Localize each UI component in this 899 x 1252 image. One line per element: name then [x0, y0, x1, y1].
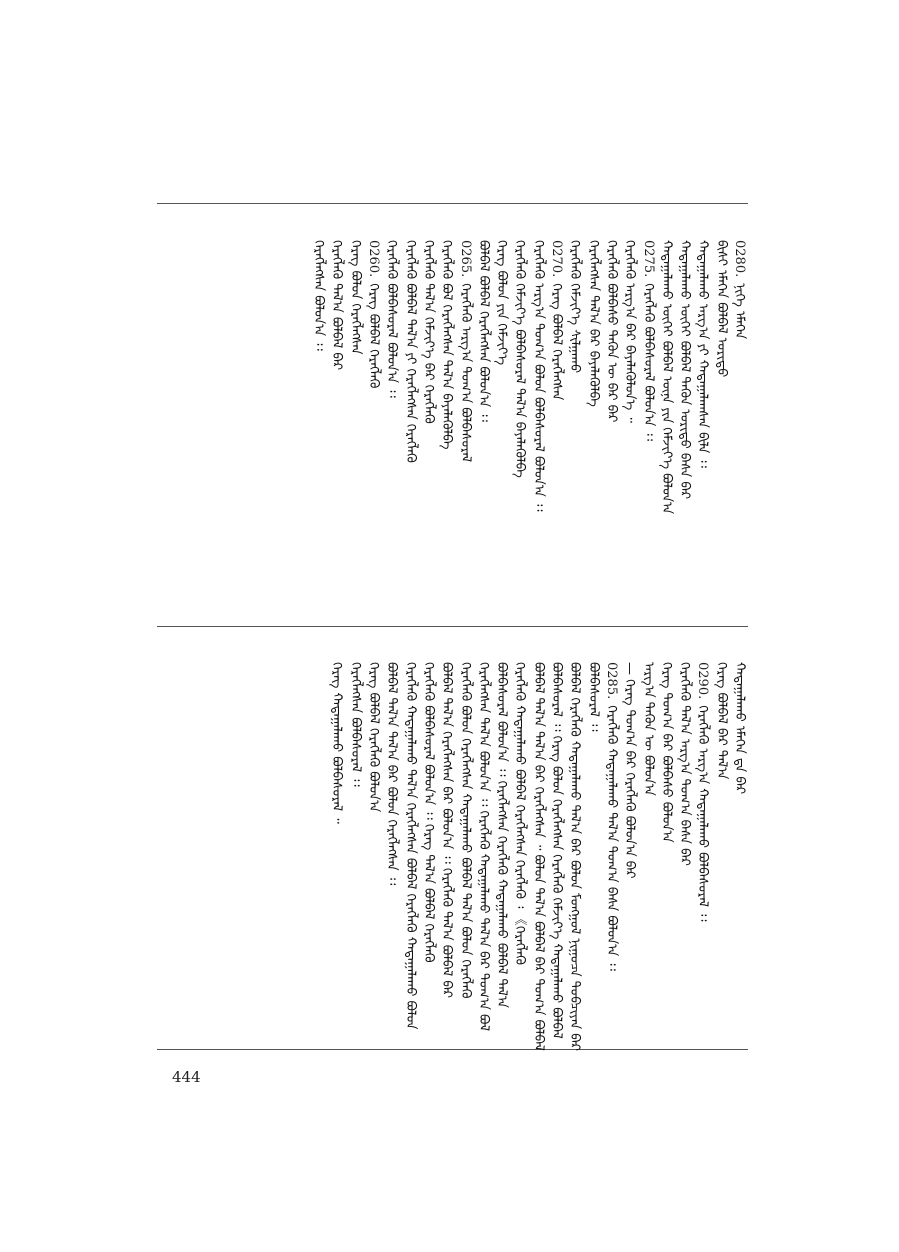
text-column — [475, 240, 492, 422]
line-text: ᠬᠡᠷᠡᠭᠯᠡᠬᠦ ᠪᠣᠯᠪᠠᠰᠤᠷᠠᠯ ᠪᠣᠯᠤᠨ᠎ᠠ ᠄᠄ ᠬᠡᠷᠡᠭ ᠲᠠᠯ᠎ᠠ ᠪᠣᠯᠪᠠᠯ ᠬᠡᠷᠡᠭᠯᠡᠬᠦ — [420, 662, 436, 963]
text-column — [530, 662, 547, 1051]
line-text: ᠬᠡᠷᠡᠭᠯᠡᠬᠦ ᠠᠷᠭ᠎ᠠ ᠪᠠᠷ ᠪᠡᠶᠡᠯᠡᠭᠦᠯᠦᠨ᠎ᠡ ᠃ — [622, 240, 638, 423]
text-column — [621, 662, 638, 879]
text-column — [658, 662, 675, 843]
text-column — [365, 662, 382, 812]
line-text: ᠬᠡᠷᠡᠭ ᠬᠠᠳᠠᠭᠠᠯᠠᠬᠤ ᠪᠣᠯᠪᠠᠰᠤᠷᠠᠯ ᠃ — [329, 662, 345, 824]
bottom-rule — [157, 1049, 748, 1050]
line-text: ᠬᠡᠷᠡᠭ ᠪᠣᠯᠪᠠᠯ ᠪᠡᠷ ᠲᠠᠯ᠎ᠠ — [713, 662, 729, 780]
text-column — [347, 240, 364, 355]
text-column — [438, 662, 455, 998]
line-text: ᠬᠠᠳᠠᠭᠠᠯᠠᠬᠤ ᠦᠭᠡᠢ ᠪᠣᠯᠪᠠᠯ ᠦᠨᠡ ᠶᠢᠨ ᠬᠡᠮᠵᠢᠶ᠎ᠡ ᠪᠣᠯᠤᠨ᠎ᠠ — [658, 240, 674, 515]
line-text: ᠪᠣᠯᠪᠠᠯ ᠲᠠᠯ᠎ᠠ ᠬᠡᠷᠡᠭᠯᠡᠭᠰᠡᠨ ᠪᠡᠷ ᠪᠣᠯᠤᠨ᠎ᠠ ᠄᠄ ᠬᠡᠷᠡᠭᠯᠡᠬᠦ ᠲᠠᠯ᠎ᠠ ᠪᠣᠯᠪᠠᠯ ᠪᠡᠷ — [439, 662, 455, 999]
text-column — [511, 662, 528, 965]
text-column — [603, 662, 620, 971]
text-column — [402, 240, 419, 463]
line-text: ᠬᠡᠷᠡᠭ ᠲᠣᠭ᠎ᠠ ᠪᠡᠷ ᠪᠣᠯᠪᠠᠰᠤ ᠪᠣᠯᠤᠨ᠎ᠠ — [658, 662, 674, 843]
line-text: ᠬᠡᠷᠡᠭ ᠪᠣᠯᠪᠠᠯ ᠬᠡᠷᠡᠭᠯᠡᠬᠦ ᠪᠣᠯᠤᠨ᠎ᠠ — [366, 662, 381, 813]
middle-rule — [157, 626, 748, 627]
text-column — [328, 662, 345, 824]
text-column — [640, 240, 657, 441]
line-text: ᠬᠡᠷᠡᠭᠯᠡᠬᠦ ᠬᠡᠮᠵᠢᠶ᠎ᠡ ᠰᠢᠯᠭᠠᠬᠤ — [567, 240, 583, 374]
text-column — [658, 240, 675, 514]
text-column — [694, 240, 711, 468]
text-column — [310, 240, 327, 351]
page-number: 444 — [172, 1068, 201, 1086]
line-number: 0280. — [732, 240, 747, 278]
line-text: ᠬᠡᠷᠡᠭᠯᠡᠬᠦ ᠠᠷᠭ᠎ᠠ ᠲᠣᠭ᠎ᠠ ᠪᠣᠯᠪᠠᠰᠤᠷᠠᠯ — [457, 283, 473, 463]
text-column — [694, 662, 711, 922]
line-text: ᠬᠡᠷᠡᠭᠯᠡᠭᠰᠡᠨ ᠲᠠᠯ᠎ᠠ ᠪᠠᠷ ᠪᠡᠶᠡᠯᠡᠭᠦᠯᠪᠡ — [585, 240, 601, 407]
line-number: 0275. — [640, 240, 656, 278]
text-column — [713, 662, 730, 779]
line-text: ᠪᠢᠰᠢ ᠡᠮᠡᠭᠡᠨ ᠪᠣᠯᠪᠠᠯ ᠤᠷᠢᠳᠤ — [713, 240, 729, 378]
line-number: 0290. — [695, 662, 711, 700]
line-text: ᠬᠡᠷᠡᠭ ᠪᠣᠯᠪᠠᠯ ᠬᠡᠷᠡᠭᠯᠡᠬᠦ — [366, 283, 381, 389]
text-column — [328, 240, 345, 370]
text-column — [530, 240, 547, 512]
line-text: ᠬᠡᠷᠡᠭᠯᠡᠬᠦ ᠪᠣᠯᠤᠨ ᠬᠡᠷᠡᠭᠯᠡᠭᠰᠡᠨ ᠬᠠᠳᠠᠭᠠᠯᠠᠬᠤ ᠪᠣᠯᠪᠠᠯ ᠲᠠᠯ᠎ᠠ ᠪᠣᠯᠤᠨ ᠬᠡᠷᠡᠭᠯᠡᠬᠦ — [457, 662, 473, 999]
text-column — [402, 662, 419, 1029]
line-text: ᠬᠡᠷᠡᠭᠯᠡᠬᠦ ᠪᠣᠯᠪᠠᠯ ᠲᠠᠯ᠎ᠠ ᠶᠢ ᠬᠡᠷᠡᠭᠯᠡᠭᠰᠡᠨ ᠬᠡᠷᠡᠭᠯᠡᠬᠦ — [402, 240, 418, 463]
line-text: ᠬᠡᠷᠡᠭᠯᠡᠬᠦ ᠪᠣᠯᠪᠠᠰᠤᠷᠠᠯ ᠪᠣᠯᠤᠨ᠎ᠠ ᠄᠄ — [384, 240, 400, 398]
line-text: ᠬᠠᠳᠠᠭᠠᠯᠠᠬᠤ ᠡᠮᠡᠭᠡᠨ ᠳᠠ ᠪᠡᠷ — [732, 662, 747, 795]
line-text: ᠪᠣᠯᠪᠠᠯ ᠪᠣᠯᠪᠠᠯ ᠬᠡᠷᠡᠭᠯᠡᠭᠰᠡᠨ ᠪᠣᠯᠤᠨ᠎ᠠ ᠄᠄ — [475, 240, 491, 422]
line-text: ᠬᠡᠷᠡᠭᠯᠡᠬᠦ ᠲᠠᠯ᠎ᠠ ᠪᠣᠯᠪᠠᠯ ᠪᠡᠷ — [329, 240, 345, 371]
line-text: — ᠬᠡᠷᠡᠭ ᠲᠣᠭ᠎ᠠ ᠪᠡᠷ ᠬᠡᠷᠡᠭᠯᠡᠬᠦ ᠪᠣᠯᠤᠨ᠎ᠠ ᠪᠡᠷ — [622, 662, 638, 879]
line-text: ᠪᠣᠯᠪᠠᠯ ᠬᠡᠷᠡᠭᠯᠡᠬᠦ ᠬᠠᠳᠠᠭᠠᠯᠠᠬᠤ ᠲᠠᠯ᠎ᠠ ᠪᠠᠷ ᠪᠣᠯᠤᠨ ᠮᠣᠩᠭᠣᠯ ᠨᠢᠭᠤᠴᠠ ᠲᠣᠪᠴᠢᠶᠠᠨ ᠪᠡᠷ — [567, 662, 583, 1051]
line-text: ᠬᠡᠷᠡᠭᠯᠡᠬᠦ ᠬᠠᠳᠠᠭᠠᠯᠠᠬᠤ ᠲᠠᠯ᠎ᠠ ᠲᠣᠭ᠎ᠠ ᠪᠠᠰᠠ ᠪᠣᠯᠤᠨ᠎ᠠ ᠄᠄ — [603, 705, 619, 971]
line-text: ᠬᠡᠷᠡᠭ ᠪᠣᠯᠤᠨ ᠬᠡᠷᠡᠭᠯᠡᠭᠰᠡᠨ — [347, 240, 363, 355]
text-column — [640, 662, 657, 796]
line-number: 0285. — [603, 662, 619, 700]
text-column — [420, 240, 437, 424]
line-number: 0270. — [549, 240, 564, 278]
line-text: ᠬᠡᠷᠡᠭᠯᠡᠬᠦ ᠠᠷᠭ᠎ᠠ ᠬᠠᠳᠠᠭᠠᠯᠠᠬᠤ ᠪᠣᠯᠪᠠᠰᠤᠷᠠᠯ ᠄᠄ — [695, 705, 711, 922]
line-text: ᠬᠡᠷᠡᠭ ᠪᠣᠯᠪᠠᠯ ᠬᠡᠷᠡᠭᠯᠡᠭᠰᠡᠨ — [549, 283, 564, 401]
text-column — [621, 240, 638, 423]
text-column — [493, 240, 510, 365]
line-text: ᠬᠡᠷᠡᠭᠯᠡᠭᠰᠡᠨ ᠪᠣᠯᠪᠠᠰᠤᠷᠠᠯ ᠄᠄ — [347, 662, 363, 787]
line-text: ᠬᠡᠷᠡᠭᠯᠡᠬᠦ ᠲᠠᠯ᠎ᠠ ᠬᠡᠮᠵᠢᠶ᠎ᠡ ᠪᠡᠷ ᠬᠡᠷᠡᠭᠯᠡᠬᠦ — [420, 240, 436, 424]
text-column — [731, 240, 748, 339]
text-column — [475, 662, 492, 1031]
line-text: ᠬᠠᠳᠠᠭᠠᠯᠠᠬᠤ ᠠᠷᠭ᠎ᠠ ᠶᠢ ᠬᠠᠳᠠᠭᠠᠯᠠᠭᠰᠠᠨ ᠪᠢᠯᠡ ᠄᠄ — [695, 240, 711, 468]
text-column — [676, 662, 693, 866]
text-column — [585, 662, 602, 731]
line-text: ᠬᠡᠷᠡᠭᠯᠡᠬᠦ ᠠᠷᠭ᠎ᠠ ᠲᠣᠭ᠎ᠠ ᠪᠣᠯᠤᠨ ᠪᠣᠯᠪᠠᠰᠤᠷᠠᠯ ᠪᠣᠯᠤᠨ᠎ᠠ ᠄᠄ — [530, 240, 546, 512]
text-column — [365, 240, 382, 388]
lower-text-block — [150, 662, 750, 1051]
text-column — [438, 240, 455, 450]
line-text: ᠪᠣᠯᠪᠠᠰᠤᠷᠠᠯ ᠄᠄ — [585, 662, 601, 732]
text-column — [566, 662, 583, 1051]
text-column — [676, 240, 693, 499]
text-column — [548, 240, 565, 400]
text-column — [713, 240, 730, 377]
text-column — [731, 662, 748, 794]
line-number: 0260. — [366, 240, 381, 278]
line-text: ᠪᠣᠯᠪᠠᠯ ᠲᠠᠯ᠎ᠠ ᠲᠠᠯ᠎ᠠ ᠪᠡᠷ ᠬᠡᠷᠡᠭᠯᠡᠭᠰᠡᠨ ᠃ ᠪᠣᠯᠤᠨ ᠲᠠᠯ᠎ᠠ ᠪᠣᠯᠪᠠᠯ ᠪᠡᠷ ᠲᠣᠭ᠎ᠠ ᠪᠣᠯᠪᠠᠯ — [530, 662, 546, 1051]
text-column — [548, 662, 565, 1039]
line-text: ᠬᠡᠷᠡᠭᠯᠡᠭᠰᠡᠨ ᠪᠣᠯᠤᠨ᠎ᠠ ᠄᠄ — [311, 240, 327, 351]
line-text: ᠪᠣᠯᠪᠠᠰᠤᠷᠠᠯ ᠪᠣᠯᠤᠨ᠎ᠠ ᠄᠄ ᠬᠡᠷᠡᠭᠯᠡᠭᠰᠡᠨ ᠬᠡᠷᠡᠭᠯᠡᠬᠦ ᠬᠠᠳᠠᠭᠠᠯᠠᠬᠤ ᠪᠣᠯᠪᠠᠯ ᠲᠠᠯ᠎ᠠ — [494, 662, 510, 1008]
line-text: ᠬᠡᠷᠡᠭᠯᠡᠬᠦ ᠲᠠᠯ᠎ᠠ ᠠᠷᠭ᠎ᠠ ᠲᠣᠭ᠎ᠠ ᠪᠠᠰᠠ ᠪᠡᠷ — [677, 662, 693, 866]
text-column — [383, 240, 400, 398]
line-text: ᠪᠣᠯᠪᠠᠰᠤᠷᠠᠯ ᠄᠄ ᠬᠡᠷᠡᠭ ᠪᠣᠯᠤᠨ ᠬᠡᠷᠡᠭᠯᠡᠭᠰᠡᠨ ᠬᠡᠷᠡᠭᠯᠡᠬᠦ ᠬᠡᠮᠵᠢᠶ᠎ᠡ ᠬᠠᠳᠠᠭᠠᠯᠠᠬᠤ ᠪᠣᠯᠪᠠᠯ — [549, 662, 564, 1039]
line-text: ᠬᠡᠷᠡᠭᠯᠡᠭᠰᠡᠨ ᠲᠠᠯ᠎ᠠ ᠪᠣᠯᠤᠨ᠎ᠠ ᠄᠄ ᠬᠡᠷᠡᠭᠯᠡᠬᠦ ᠬᠠᠳᠠᠭᠠᠯᠠᠬᠤ ᠲᠠᠯ᠎ᠠ ᠪᠡᠷ ᠲᠣᠭ᠎ᠠ ᠪᠣᠯ — [475, 662, 491, 1032]
text-column — [585, 240, 602, 407]
line-text: ᠬᠡᠷᠡᠭ ᠪᠣᠯᠤᠨ ᠶᠢᠨ ᠬᠡᠮᠵᠢᠶ᠎ᠡ — [494, 240, 510, 366]
line-number: 0265. — [457, 240, 473, 278]
text-column — [420, 662, 437, 963]
upper-text-block — [150, 240, 750, 610]
text-column — [347, 662, 364, 787]
text-column — [383, 662, 400, 885]
line-text: ᠬᠡᠷᠡᠭᠯᠡᠬᠦ ᠬᠡᠮᠵᠢᠶ᠎ᠡ ᠪᠣᠯᠪᠠᠰᠤᠷᠠᠯ ᠲᠠᠯ᠎ᠠ ᠪᠡᠶᠡᠯᠡᠭᠦᠯᠪᠡ — [512, 240, 528, 478]
line-text: ᠬᠠᠳᠠᠭᠠᠯᠠᠬᠤ ᠦᠭᠡᠢ ᠪᠣᠯᠪᠠᠯ ᠲᠡᠭᠦᠨ ᠤᠷᠢᠳᠤ ᠪᠠᠰᠠ ᠪᠡᠷ — [677, 240, 693, 500]
top-rule — [157, 203, 748, 204]
line-text: ᠬᠡᠷᠡᠭᠯᠡᠬᠦ ᠬᠠᠳᠠᠭᠠᠯᠠᠬᠤ ᠪᠣᠯᠪᠠᠯ ᠬᠡᠷᠡᠭᠯᠡᠭᠰᠡᠨ ᠬᠡᠷᠡᠭᠯᠡᠬᠦ ᠄ 《ᠬᠡᠷᠡᠭᠯᠡᠬᠦ — [512, 662, 528, 965]
line-text: ᠬᠡᠷᠡᠭᠯᠡᠬᠦ ᠬᠠᠳᠠᠭᠠᠯᠠᠬᠤ ᠲᠠᠯ᠎ᠠ ᠬᠡᠷᠡᠭᠯᠡᠭᠰᠡᠨ ᠪᠣᠯᠪᠠᠯ ᠬᠡᠷᠡᠭᠯᠡᠬᠦ ᠬᠠᠳᠠᠭᠠᠯᠠᠬᠤ ᠪᠣᠯᠤᠨ — [402, 662, 418, 1030]
line-text: ᠠᠷᠭ᠎ᠠ ᠲᠡᠭᠦᠨ ᠦ ᠪᠣᠯᠤᠨ᠎ᠠ — [640, 662, 656, 796]
line-text: ᠬᠡᠷᠡᠭᠯᠡᠬᠦ ᠪᠣᠯ ᠬᠡᠷᠡᠭᠯᠡᠭᠰᠡᠨ ᠲᠠᠯ᠎ᠠ ᠪᠡᠶᠡᠯᠡᠭᠦᠯᠪᠡ — [439, 240, 455, 450]
line-text: ᠬᠡᠷᠡᠭᠯᠡᠬᠦ ᠪᠣᠯᠪᠠᠰᠤ ᠲᠡᠭᠦᠨ ᠦ ᠪᠠᠷ ᠪᠡᠷ — [603, 240, 619, 423]
text-column — [511, 240, 528, 478]
line-text: ᠬᠡᠷᠡᠭᠯᠡᠬᠦ ᠪᠣᠯᠪᠠᠰᠤᠷᠠᠯ ᠪᠣᠯᠤᠨ᠎ᠠ ᠄᠄ — [640, 283, 656, 441]
text-column — [493, 662, 510, 1008]
text-column — [603, 240, 620, 422]
line-text: ᠨᠢᠭᠡ ᠡᠮᠡᠭᠡᠨ — [732, 283, 747, 340]
text-column — [457, 240, 474, 462]
text-column — [566, 240, 583, 373]
text-column — [457, 662, 474, 999]
line-text: ᠪᠣᠯᠪᠠᠯ ᠲᠠᠯ᠎ᠠ ᠲᠠᠯ᠎ᠠ ᠪᠡᠷ ᠪᠣᠯᠤᠨ ᠬᠡᠷᠡᠭᠯᠡᠭᠰᠡᠨ ᠄᠄ — [384, 662, 400, 886]
